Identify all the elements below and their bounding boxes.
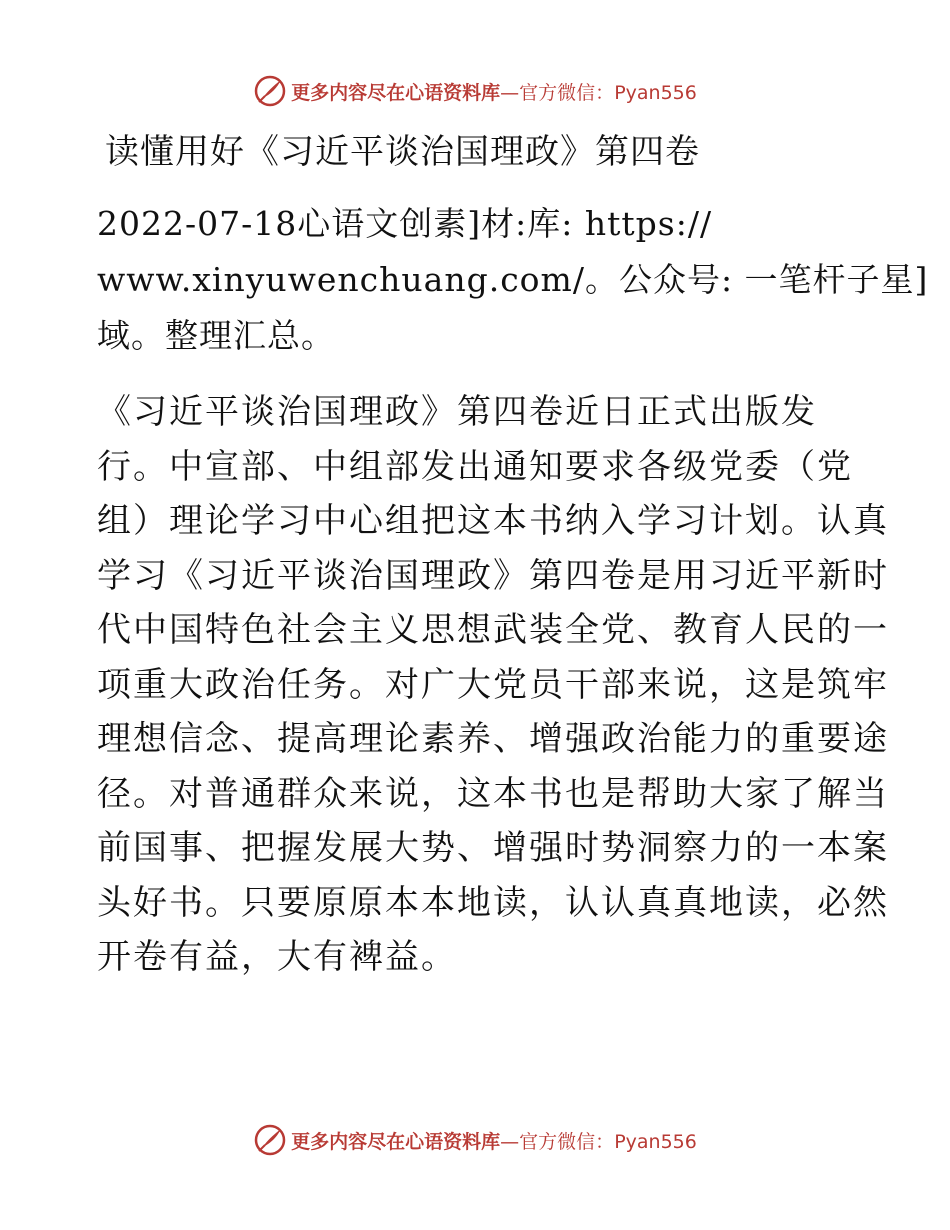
wechat-id: Pyan556 (614, 1130, 697, 1153)
header-banner (0, 69, 950, 113)
body-line: 前国事、把握发展大势、增强时势洞察力的一本案 (97, 828, 889, 868)
body-line: 学习《习近平谈治国理政》第四卷是用习近平新时 (97, 555, 889, 596)
body-line: 头好书。只要原原本本地读，认认真真地读，必然 (97, 882, 889, 923)
body-line: 组）理论学习中心组把这本书纳入学习计划。认真 (97, 501, 889, 541)
header-banner-text[interactable] (291, 78, 697, 105)
meta-line: www.xinyuwenchuang.com/。公众号: 一笔杆子星] (97, 260, 929, 299)
brand-text: 更多内容尽在心语资料库 (291, 1130, 501, 1153)
document-title: 读懂用好《习近平谈治国理政》第四卷 (105, 132, 700, 172)
meta-line: 2022-07-18心语文创素]材:库: https:// (97, 204, 713, 243)
banner-dash: — (500, 81, 520, 104)
wechat-id: Pyan556 (614, 81, 697, 104)
body-line: 代中国特色社会主义思想武装全党、教育人民的一 (97, 610, 889, 650)
body-line: 理想信念、提高理论素养、增强政治能力的重要途 (97, 719, 889, 759)
meta-line: 域。整理汇总。 (97, 316, 335, 355)
body-paragraph (97, 385, 889, 985)
body-line: 项重大政治任务。对广大党员干部来说，这是筑牢 (97, 664, 889, 705)
brand-text: 更多内容尽在心语资料库 (291, 81, 501, 104)
meta-paragraph (97, 196, 929, 364)
quill-pen-icon (253, 1123, 287, 1157)
banner-dash: — (500, 1130, 520, 1153)
footer-banner (0, 1118, 950, 1162)
body-line: 《习近平谈治国理政》第四卷近日正式出版发 (97, 392, 817, 432)
footer-banner-text[interactable] (291, 1127, 697, 1154)
quill-pen-icon (253, 74, 287, 108)
body-line: 径。对普通群众来说，这本书也是帮助大家了解当 (97, 773, 889, 814)
body-line: 行。中宣部、中组部发出通知要求各级党委（党 (97, 446, 853, 487)
wechat-label: 官方微信： (519, 81, 615, 104)
body-line: 开卷有益，大有裨益。 (97, 937, 457, 977)
wechat-label: 官方微信： (519, 1130, 615, 1153)
